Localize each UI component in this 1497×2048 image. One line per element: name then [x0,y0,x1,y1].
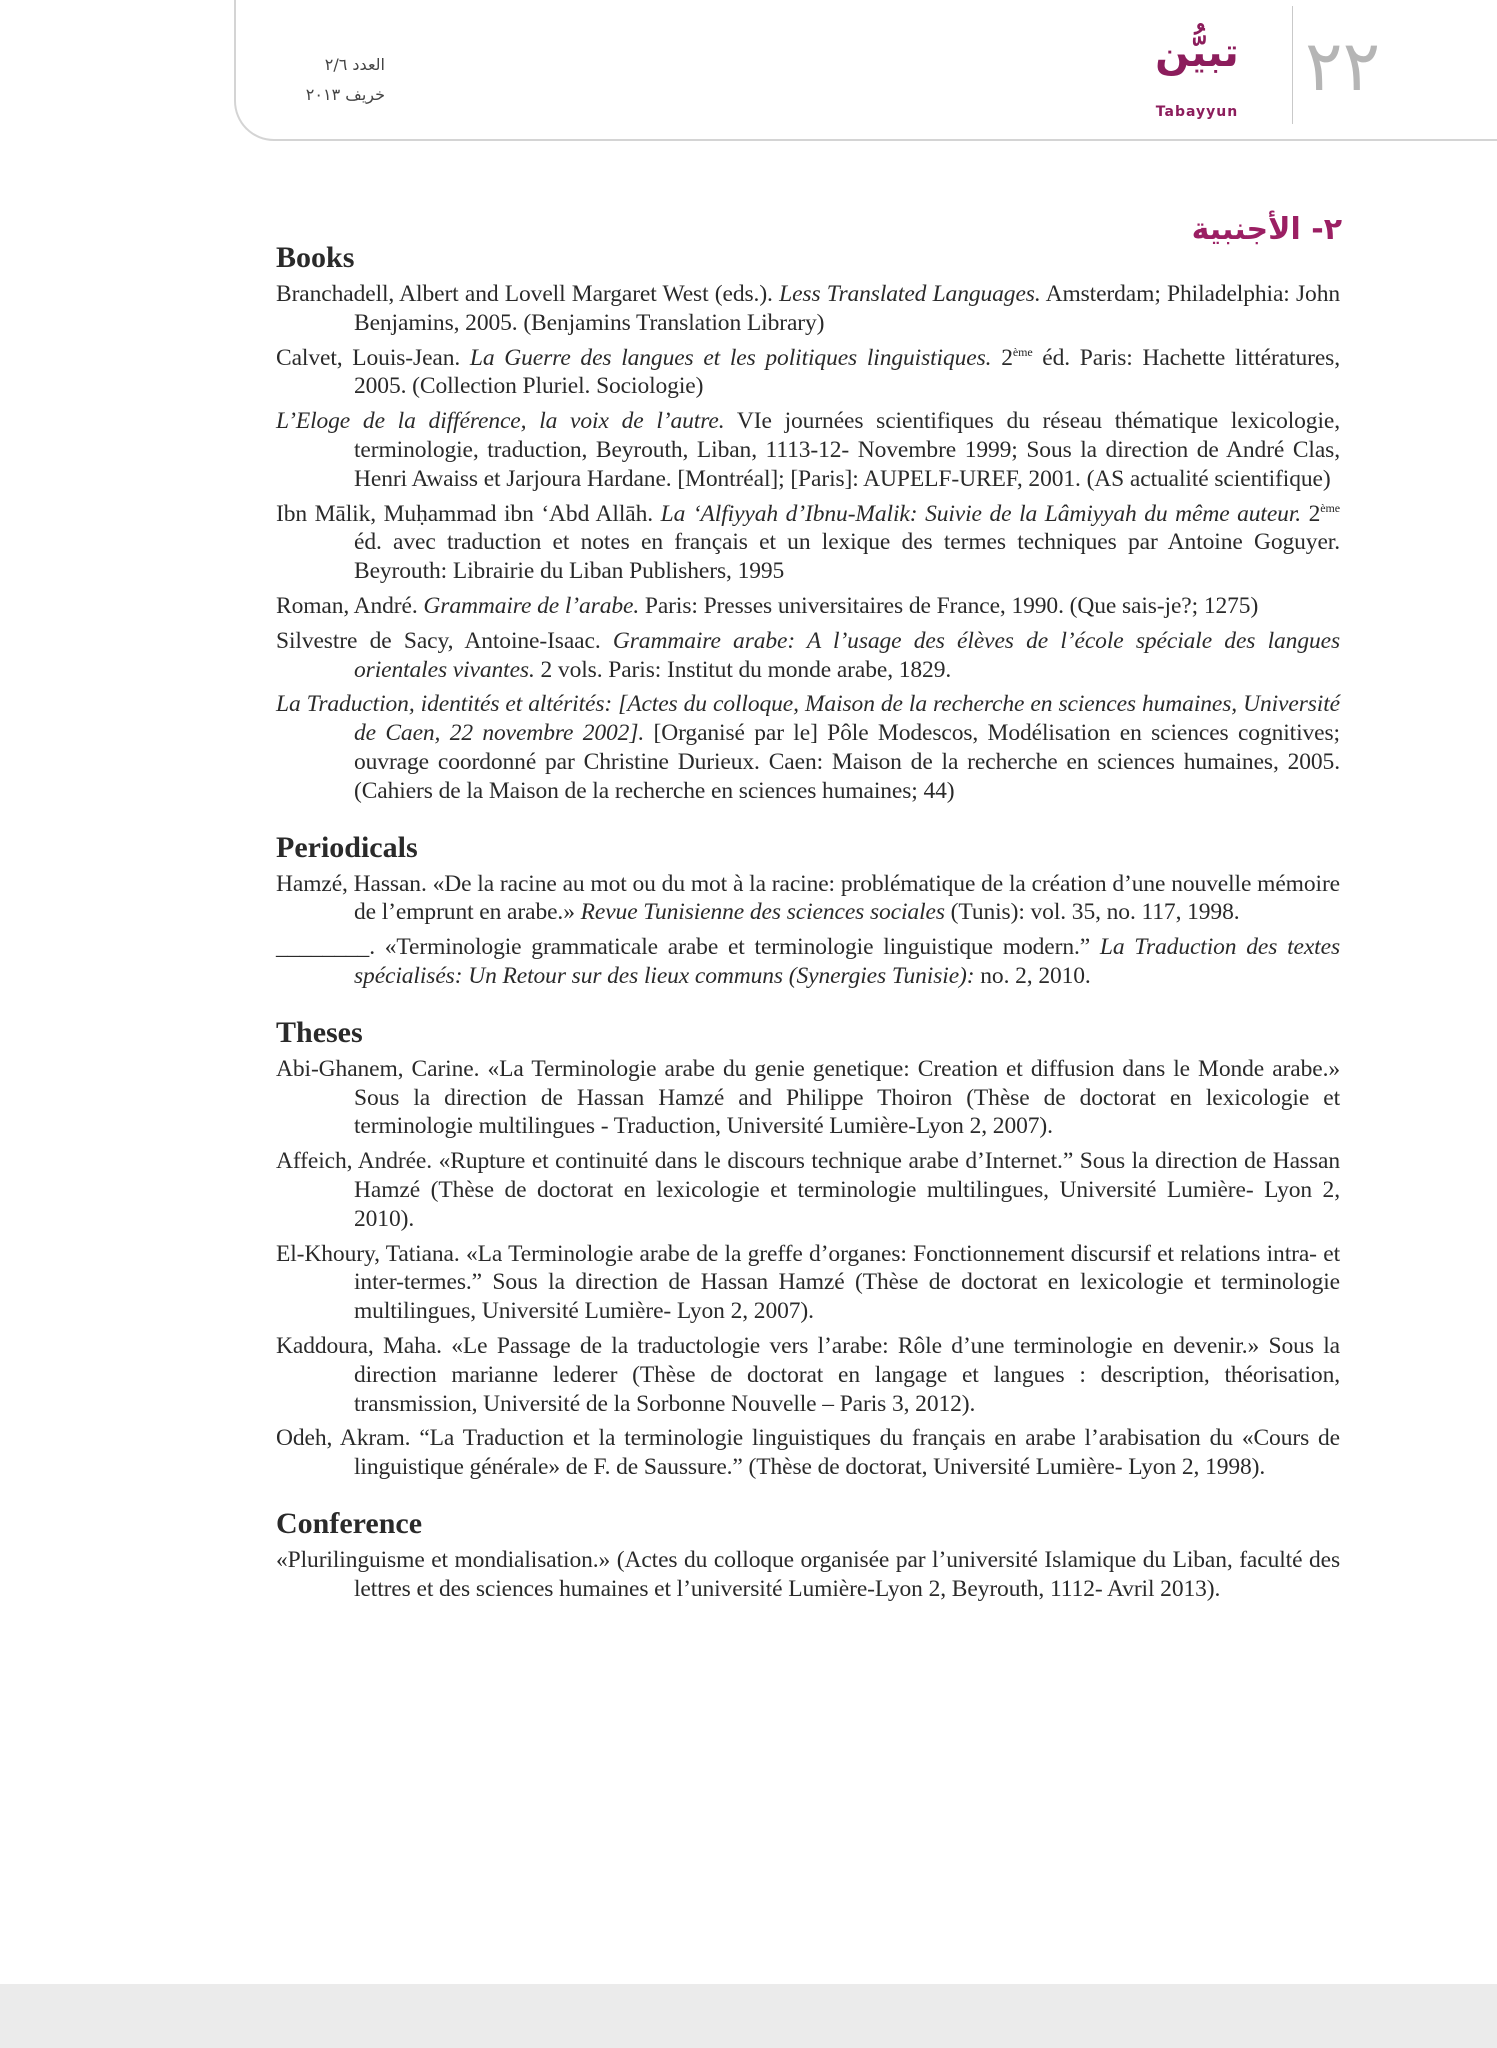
reference-entry [276,1147,1340,1233]
entry-pre: Roman, André. [276,592,424,619]
entry-ital: La Traduction des textes spécialisés: Un Retour sur des lieux communs (Synergies Tunisie): [354,934,1340,989]
reference-entry [276,627,1340,685]
page-number: ٢٢ [1305,25,1381,107]
entry-pre: Silvestre de Sacy, Antoine-Isaac. [276,627,613,654]
section-conference [276,1506,1340,1604]
reference-entry [276,1240,1340,1326]
entry-ital: Grammaire arabe: A l’usage des élèves de l’école spéciale des langues orientales vivantes. [354,627,1340,683]
entry-post: Paris: Presses universitaires de France, 1990. (Que sais-je?; 1275) [639,592,1259,619]
reference-entry [276,690,1340,805]
entry-ital: La Guerre des langues et les politiques linguistiques. [469,344,992,371]
entry-post: 2 vols. Paris: Institut du monde arabe, 1829. [534,656,952,683]
entry-pre: Calvet, Louis-Jean. [276,344,470,371]
bibliography [276,240,1340,1609]
arabic-heading: ٢- الأجنبية [1191,212,1342,247]
reference-entry [276,344,1340,402]
entry-pre: El-Khoury, Tatiana. «La Terminologie arabe de la greffe d’organes: Fonctionnement discursif et relations intra- et inter-termes.” Sous la direction de Hassan Hamzé (Thèse de doctorat en lexicologie et terminologie multilingues, Université Lumière- Lyon 2, 2007). [276,1240,1340,1325]
entry-list [276,1546,1340,1604]
reference-entry [276,407,1340,493]
section-title-books: Books [276,241,355,274]
entry-ital: Grammaire de l’arabe. [423,592,640,619]
entry-post: 2 [1301,500,1321,527]
entry-pre: Ibn Mālik, Muḥammad ibn ‘Abd Allāh. [276,500,661,527]
reference-entry [276,1546,1340,1604]
entry-ital: La ‘Alfiyyah d’Ibnu-Malik: Suivie de la Lâmiyyah du même auteur. [660,500,1302,527]
entry-post: no. 2, 2010. [974,962,1091,989]
entry-post: VIe journées scientifiques du réseau thématique lexicologie, terminologie, traduction, Beyrouth, Liban, 1113-12- Novembre 1999; Sous la direction de André Clas, Henri Awaiss et Jarjoura Hardane. [Montréal]; [Paris]: AUPELF-UREF, 2001. (AS actualité scientifique) [354,408,1340,492]
entry-post: 2 [991,344,1013,371]
entry-ital: Revue Tunisienne des sciences sociales [580,899,945,926]
entry-ital: Less Translated Languages. [779,281,1041,307]
section-theses [276,1015,1340,1482]
reference-entry [276,592,1340,621]
entry-sup: ème [1320,500,1340,515]
issue-label: العدد ٢/٦ [324,55,385,74]
entry-post: (Tunis): vol. 35, no. 117, 1998. [944,899,1240,926]
entry-post: [Organisé par le] Pôle Modescos, Modélisation en sciences cognitives; ouvrage coordonné par Christine Durieux. Caen: Maison de la recherche en sciences humaines, 2005. (Cahiers de la Maison de la recherche en sciences humaines; 44) [354,720,1340,804]
reference-entry [276,870,1340,928]
reference-entry [276,1424,1340,1482]
section-title-theses: Theses [276,1015,363,1049]
entry-pre: Branchadell, Albert and Lovell Margaret West (eds.). [276,281,780,307]
reference-entry [276,933,1340,991]
issue-info [275,50,385,110]
entry-pre: «Plurilinguisme et mondialisation.» (Actes du colloque organisée par l’université Islamique du Liban, faculté des lettres et des sciences humaines et l’université Lumière-Lyon 2, Beyrouth, 1112- Avril 2013). [276,1546,1340,1602]
section-books [276,240,1340,806]
entry-pre: Affeich, Andrée. «Rupture et continuité dans le discours technique arabe d’Internet.” Sous la direction de Hassan Hamzé (Thèse de doctorat en lexicologie et terminologie multilingues, Université Lumière- Lyon 2, 2010). [276,1148,1340,1232]
header-divider [1292,6,1293,124]
entry-pre: Hamzé, Hassan. «De la racine au mot ou du mot à la racine: problématique de la création d’une nouvelle mémoire de l’emprunt en arabe.» [276,870,1340,926]
entry-post2: éd. avec traduction et notes en français et un lexique des termes techniques par Antoine Goguyer. Beyrouth: Librairie du Liban Publishers, 1995 [354,529,1340,585]
entry-list [276,280,1340,806]
entry-post2: éd. Paris: Hachette littératures, 2005. (Collection Pluriel. Sociologie) [354,344,1340,400]
entry-pre: Abi-Ghanem, Carine. «La Terminologie arabe du genie genetique: Creation et diffusion dans le Monde arabe.» Sous la direction de Hassan Hamzé and Philippe Thoiron (Thèse de doctorat en lexicologie et terminologie multilingues - Traduction, Université Lumière-Lyon 2, 2007). [276,1055,1340,1140]
reference-entry [276,1055,1340,1141]
reference-entry [276,1332,1340,1418]
reference-entry [276,280,1340,338]
entry-ital: L’Eloge de la différence, la voix de l’autre. [276,408,725,435]
logo-latin: Tabayyun [1155,104,1239,120]
season-label: خريف ٢٠١٣ [305,85,385,104]
page-footer [0,1984,1497,2048]
logo-arabic: تبيُّن [1155,30,1239,76]
entry-pre: Kaddoura, Maha. «Le Passage de la traductologie vers l’arabe: Rôle d’une terminologie en devenir.» Sous la direction marianne lederer (Thèse de doctorat en langage et langues : description, théorisation, transmission, Université de la Sorbonne Nouvelle – Paris 3, 2012). [276,1332,1340,1417]
tabayyun-logo [1122,30,1272,125]
entry-list [276,870,1340,991]
entry-ital: La Traduction, identités et altérités: [Actes du colloque, Maison de la recherche en sciences humaines, Université de Caen, 22 novembre 2002]. [276,691,1340,747]
section-title-conference: Conference [276,1506,423,1540]
reference-entry [276,500,1340,586]
entry-sup: ème [1012,344,1033,359]
entry-pre: ________. «Terminologie grammaticale arabe et terminologie linguistique modern.” [276,934,1100,961]
section-periodicals [276,830,1340,991]
entry-pre: Odeh, Akram. “La Traduction et la terminologie linguistiques du français en arabe l’arabisation du «Cours de linguistique générale» de F. de Saussure.” (Thèse de doctorat, Université Lumière- Lyon 2, 1998). [276,1425,1340,1481]
section-title-periodicals: Periodicals [276,830,418,864]
entry-post: Amsterdam; Philadelphia: John Benjamins, 2005. (Benjamins Translation Library) [354,281,1340,336]
entry-list [276,1055,1340,1482]
